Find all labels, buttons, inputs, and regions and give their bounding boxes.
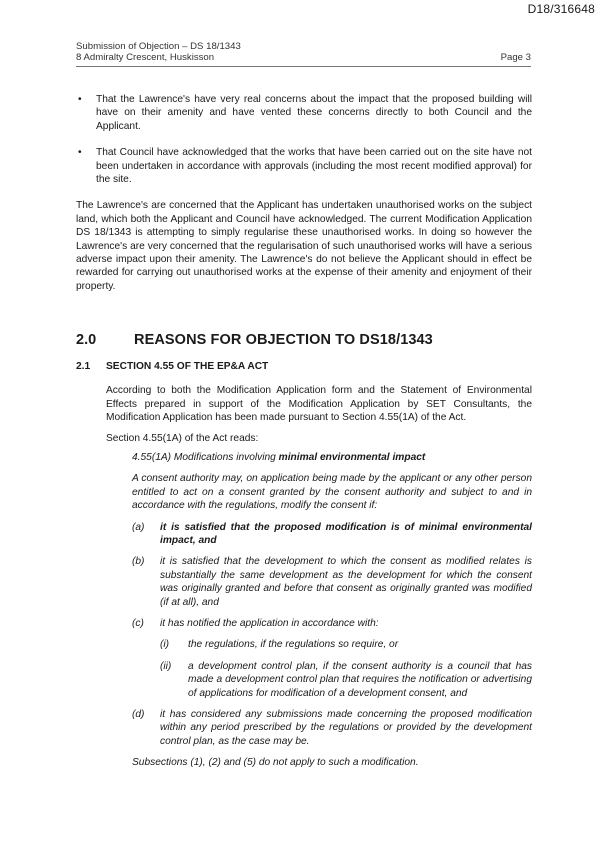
subitem-key: (i): [160, 639, 170, 651]
paragraph-concerns: The Lawrence's are concerned that the Applicant has undertaken unauthorised works on the subject land, which both the Applicant and Council have acknowledged. The current Modification Application DS 18/1343 is attempting to simply regularise these unauthorised works. In doing so however the Lawrence's are very concerned that the regularisation of such unauthorised works will have a serious adverse impact upon their amenity. The Lawrence's do not believe the Applicant should in effect be rewarded for carrying out unauthorised works at the expense of their amenity and enjoyment of their property.: [76, 200, 532, 292]
quote-item-c: [76, 617, 532, 630]
item-text: it is satisfied that the development to which the consent as modified relates is substantially the same development as the development for which the consent was originally granted and before that consent as originally granted was modified (if at all), and: [160, 556, 532, 608]
bullet-text: That the Lawrence's have very real concerns about the impact that the proposed building will have on their amenity and have vented these concerns directly to both Council and the Applicant.: [96, 94, 532, 132]
subsection-title: SECTION 4.55 OF THE EP&A ACT: [106, 361, 269, 373]
item-text: it is satisfied that the proposed modification is of minimal environmental impact, and: [160, 521, 532, 546]
item-key: (a): [132, 521, 145, 533]
quote-heading-bold: minimal environmental impact: [278, 451, 426, 463]
subitem-text: the regulations, if the regulations so require, or: [188, 639, 399, 651]
subsection-heading: [76, 360, 532, 373]
paragraph-act-intro: Section 4.55(1A) of the Act reads:: [106, 432, 259, 444]
header-address: 8 Admiralty Crescent, Huskisson: [76, 52, 215, 63]
item-text: it has considered any submissions made concerning the proposed modification within any period prescribed by the regulations or provided by the development control plan, as the case may be.: [160, 709, 532, 747]
subitem-key: (ii): [160, 660, 172, 672]
quote-subitem-ii: [76, 660, 532, 700]
page-header: [76, 41, 531, 63]
quote-item-b: [76, 555, 532, 609]
section-number: 2.0: [76, 332, 97, 349]
bullet-glyph: •: [78, 147, 82, 159]
paragraph-modification-basis: According to both the Modification Application form and the Statement of Environmental Effects prepared in support of the Modification Application by SET Consultants, the Modification Application has been made pursuant to Section 4.55(1A) of the Act.: [106, 385, 532, 424]
quote-item-a: [76, 521, 532, 548]
header-divider: [76, 66, 531, 67]
item-key: (b): [132, 556, 145, 568]
subsection-number: 2.1: [76, 361, 91, 373]
quote-closing: Subsections (1), (2) and (5) do not apply to such a modification.: [132, 757, 419, 769]
section-heading: [76, 331, 532, 349]
bullet-text: That Council have acknowledged that the works that have been carried out on the site have not been undertaken in accordance with approvals (including the most recent modified approval) for the site.: [96, 147, 532, 186]
header-title: Submission of Objection – DS 18/1343: [76, 41, 241, 52]
document-body: [76, 93, 532, 770]
item-key: (c): [132, 617, 144, 629]
subitem-text: a development control plan, if the consent authority is a council that has made a development control plan that requires the notification or advertising of applications for modification of a development consent, and: [188, 660, 532, 699]
page-number: Page 3: [500, 52, 531, 63]
bullet-item: [76, 93, 532, 133]
quote-intro: A consent authority may, on application being made by the applicant or any other person entitled to act on a consent granted by the consent authority and subject to and in accordance with the regulations, modify the consent if:: [132, 473, 532, 512]
bullet-glyph: •: [78, 94, 82, 105]
bullet-item: [76, 146, 532, 186]
quote-heading: [76, 451, 532, 464]
section-title: REASONS FOR OBJECTION TO DS18/1343: [134, 332, 433, 349]
quote-item-d: [76, 708, 532, 748]
document-reference-stamp: D18/316648: [527, 2, 595, 16]
item-text: it has notified the application in accordance with:: [160, 617, 379, 629]
item-key: (d): [132, 709, 145, 720]
quote-subitem-i: [76, 638, 532, 651]
quote-heading-prefix: 4.55(1A) Modifications involving: [132, 451, 279, 463]
